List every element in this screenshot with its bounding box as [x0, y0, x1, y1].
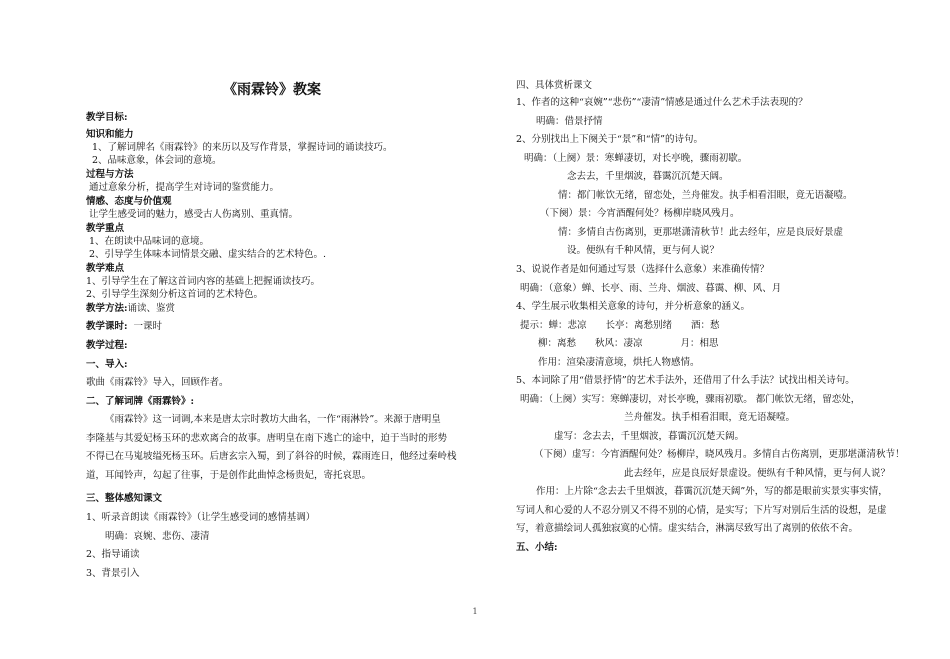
- emotion-heading: 情感、态度与价值观: [86, 196, 172, 207]
- question-5: 5、本词除了用“借景抒情”的艺术手法外，还借用了什么手法？试找出相关诗句。: [516, 375, 855, 386]
- section-5-heading: 五、小结:: [516, 542, 558, 553]
- section-3-item-3: 3、背景引入: [86, 568, 140, 579]
- question-3-answer: 明确：（意象）蝉、长亭、雨、兰舟、烟波、暮霭、柳、风、月: [520, 283, 782, 294]
- section-2-line-1: 《雨霖铃》这一词调,本来是唐太宗时教坊大曲名，一作“雨淋铃”。来源于唐明皇: [105, 414, 441, 425]
- question-5-answer-7: 写词人和心爱的人不忍分别又不得不别的心情，是实写；下片写对别后生活的设想，是虚: [516, 505, 887, 516]
- objectives-heading: 教学目标:: [86, 112, 128, 123]
- process-heading: 过程与方法: [86, 169, 134, 180]
- knowledge-item-2: 2、品味意象，体会词的意境。: [92, 155, 222, 166]
- difficult-point-2: 2、引导学生深刻分析这首词的艺术特色。: [86, 289, 264, 300]
- teaching-hours-label: 教学课时:: [86, 321, 128, 332]
- question-2-answer-6: 设。便纵有千种风情，更与何人说？: [567, 245, 720, 256]
- question-1-answer: 明确：借景抒情: [536, 116, 603, 127]
- page-number: 1: [472, 607, 478, 616]
- section-1-text: 歌曲《雨霖铃》导入，回顾作者。: [86, 377, 229, 388]
- question-1: 1、作者的这种“哀婉”“悲伤”“凄清”情感是通过什么艺术手法表现的？: [516, 97, 808, 108]
- emotion-item-1: 让学生感受词的魅力，感受古人伤离别、重真情。: [89, 209, 299, 220]
- question-4: 4、学生展示收集相关意象的诗句，并分析意象的涵义。: [516, 301, 751, 312]
- question-2-answer-5: 情：多情自古伤离别，更那堪潇清秋节！此去经年，应是良辰好景虚: [558, 227, 844, 238]
- question-5-answer-5: 此去经年，应是良辰好景虚设。便纵有千种风情，更与何人说？: [624, 468, 891, 479]
- difficult-points-heading: 教学难点: [86, 263, 125, 274]
- question-4-answer-2: 柳：离愁 秋风：凄凉 月：相思: [538, 338, 719, 349]
- doc-title: 《雨霖铃》教案: [223, 82, 321, 98]
- question-5-answer-8: 写，着意描绘词人孤独寂寞的心情。虚实结合，淋漓尽致写出了离别的依依不舍。: [516, 523, 859, 534]
- difficult-point-1: 1、引导学生在了解这首词内容的基础上把握诵读技巧。: [86, 276, 321, 287]
- question-3: 3、说说作者是如何通过写景（选择什么意象）来准确传情？: [516, 264, 770, 275]
- section-1-heading: 一、导入:: [86, 359, 128, 370]
- teaching-method-value: 诵读、鉴赏: [127, 303, 176, 314]
- question-2-answer-3: 情：都门帐饮无绪，留恋处，兰舟催发。执手相看泪眼，竟无语凝噎。: [558, 190, 853, 201]
- process-item-1: 通过意象分析，提高学生对诗词的鉴赏能力。: [89, 182, 280, 193]
- key-point-1: 1、在朗读中品味词的意境。: [89, 236, 210, 247]
- teaching-method-label: 教学方法:: [86, 303, 128, 314]
- question-5-answer-1: 明确：（上阕）实写：寒蝉凄切，对长亭晚，骤雨初歇。 都门帐饮无绪，留恋处，: [520, 394, 861, 405]
- teaching-hours-value: 一课时: [133, 321, 163, 332]
- question-2: 2、分别找出上下阕关于“景”和“情”的诗句。: [516, 134, 703, 145]
- question-5-answer-6: 作用：上片除“念去去千里烟波，暮霭沉沉楚天阔”外，写的都是眼前实景实事实情，: [536, 486, 888, 497]
- section-2-heading: 二、了解词牌《雨霖铃》:: [86, 396, 195, 407]
- section-2-line-2: 李隆基与其爱妃杨玉环的悲欢离合的故事。唐明皇在南下逃亡的途中，迫于当时的形势: [86, 433, 448, 444]
- question-5-answer-4: （下阕）虚写：今宵酒醒何处？杨柳岸，晓风残月。多情自古伤离别，更那堪潇清秋节！: [534, 449, 905, 460]
- section-3-item-1-answer: 明确：哀婉、悲伤、凄清: [105, 531, 210, 542]
- teaching-method-line: [86, 303, 175, 315]
- key-point-2: 2、引导学生体味本词情景交融、虚实结合的艺术特色。.: [89, 249, 327, 260]
- knowledge-item-1: 1、了解词牌名《雨霖铃》的来历以及写作背景，掌握诗词的诵读技巧。: [92, 142, 393, 153]
- knowledge-heading: 知识和能力: [86, 129, 134, 140]
- question-4-answer-1: 提示：蝉：悲凉 长亭：离愁别绪 酒：愁: [520, 320, 720, 331]
- section-2-line-3: 不得已在马嵬坡缢死杨玉环。后唐玄宗入蜀，到了斜谷的时候，霖雨连日，他经过秦岭栈: [86, 451, 457, 462]
- question-5-answer-2: 兰舟催发。执手相看泪眼，竟无语凝噎。: [624, 412, 796, 423]
- question-2-answer-2: 念去去，千里烟波，暮霭沉沉楚天阔。: [567, 171, 729, 182]
- teaching-hours-line: [86, 321, 162, 333]
- key-points-heading: 教学重点: [86, 223, 125, 234]
- question-2-answer-1: 明确：（上阕）景：寒蝉凄切，对长亭晚，骤雨初歇。: [524, 153, 748, 164]
- section-2-line-4: 道，耳闻铃声，勾起了往事，于是创作此曲悼念杨贵妃，寄托哀思。: [86, 470, 372, 481]
- teaching-process-heading: 教学过程:: [86, 340, 128, 351]
- question-4-answer-3: 作用：渲染凄清意境，烘托人物感情。: [538, 357, 700, 368]
- section-4-heading: 四、具体赏析课文: [516, 80, 593, 91]
- section-3-heading: 三、整体感知课文: [86, 493, 163, 504]
- section-3-item-2: 2、指导诵读: [86, 549, 140, 560]
- question-2-answer-4: （下阕）景：今宵酒醒何处？杨柳岸晓风残月。: [540, 208, 740, 219]
- question-5-answer-3: 虚写：念去去，千里烟波，暮霭沉沉楚天阔。: [554, 431, 745, 442]
- section-3-item-1: 1、听录音朗读《雨霖铃》（让学生感受词的感情基调）: [86, 512, 316, 523]
